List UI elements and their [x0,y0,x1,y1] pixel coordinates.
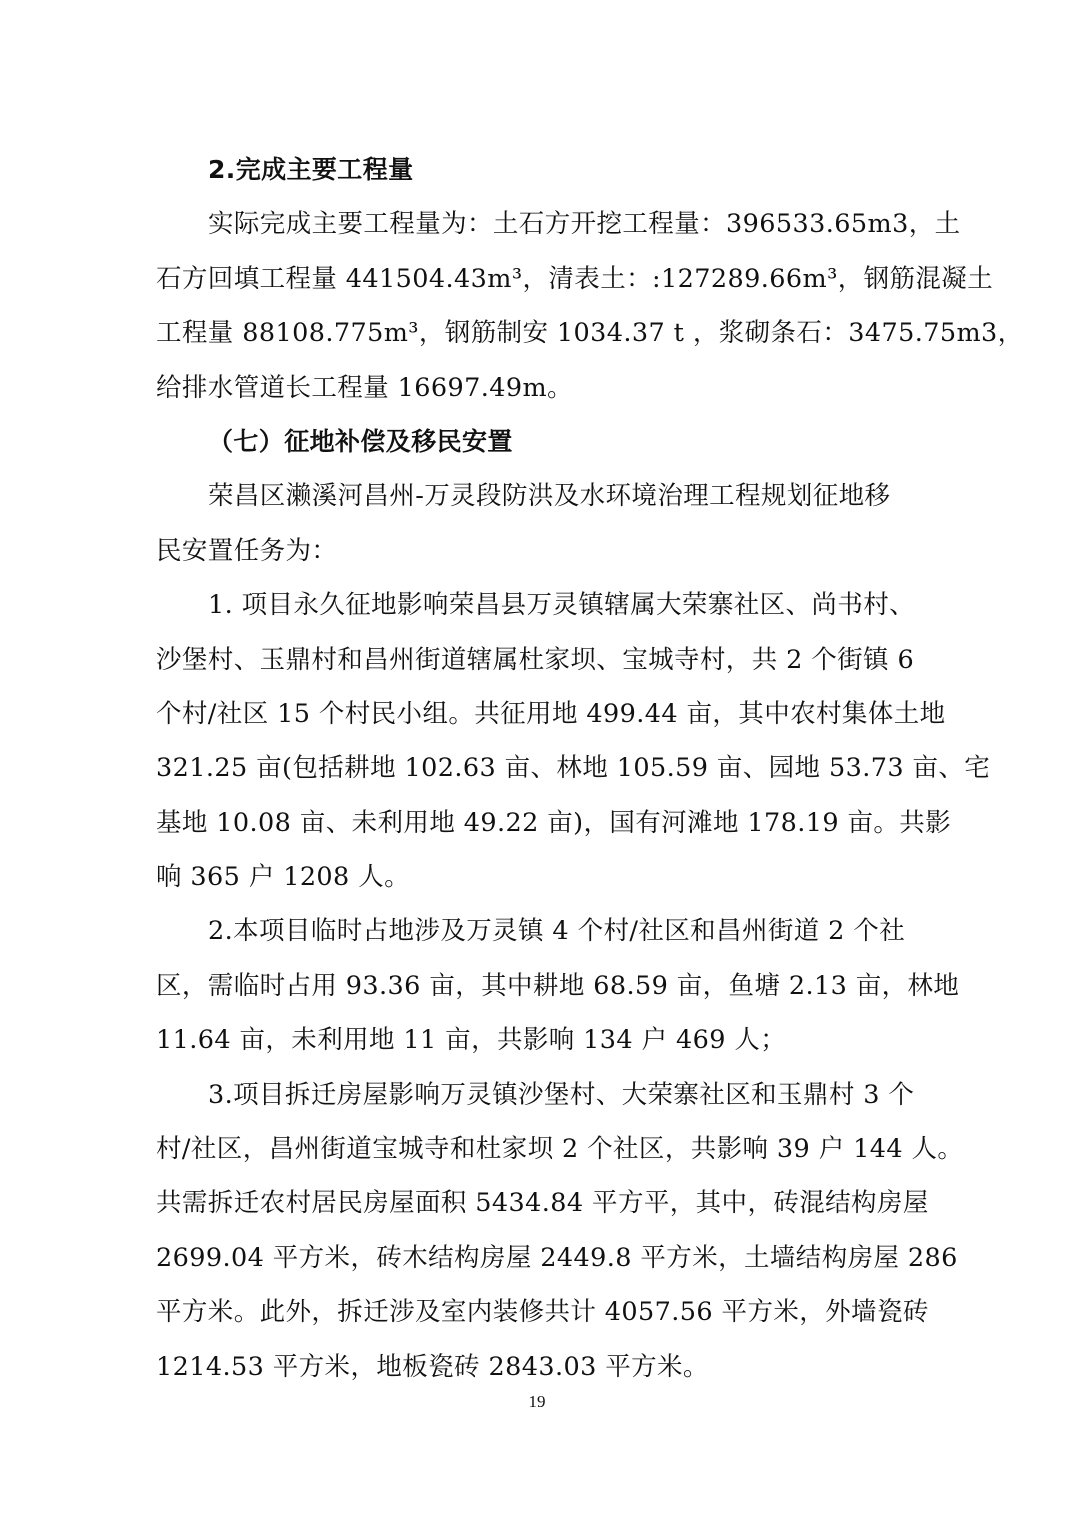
paragraph-line: 2.本项目临时占地涉及万灵镇 4 个村/社区和昌州街道 2 个社 [208,916,906,947]
paragraph-line: 个村/社区 15 个村民小组。共征用地 499.44 亩，其中农村集体土地 [156,698,946,729]
paragraph-line: 基地 10.08 亩、未利用地 49.22 亩)，国有河滩地 178.19 亩。共影 [156,807,952,838]
paragraph-line: 响 365 户 1208 人。 [156,862,410,893]
paragraph-line: 3.项目拆迁房屋影响万灵镇沙堡村、大荣寨社区和玉鼎村 3 个 [208,1079,915,1110]
paragraph-line: 荣昌区濑溪河昌州-万灵段防洪及水环境治理工程规划征地移 [208,481,891,512]
paragraph-line: 共需拆迁农村居民房屋面积 5434.84 平方平，其中，砖混结构房屋 [156,1188,929,1219]
document-body [156,143,1024,1394]
paragraph-line: 村/社区，昌州街道宝城寺和杜家坝 2 个社区，共影响 39 户 144 人。 [156,1134,964,1165]
paragraph-line: 1214.53 平方米，地板瓷砖 2843.03 平方米。 [156,1351,709,1382]
paragraph-line: 平方米。此外，拆迁涉及室内装修共计 4057.56 平方米，外墙瓷砖 [156,1297,929,1328]
section-heading-land-compensation: （七）征地补偿及移民安置 [208,426,513,456]
paragraph-line: 沙堡村、玉鼎村和昌州街道辖属杜家坝、宝城寺村，共 2 个街镇 6 [156,644,915,675]
paragraph-line: 给排水管道长工程量 16697.49m。 [156,372,573,403]
paragraph-line: 11.64 亩，未利用地 11 亩，共影响 134 户 469 人； [156,1025,787,1056]
section-heading-completed-quantities: 2.完成主要工程量 [208,155,414,184]
paragraph-line: 石方回填工程量 441504.43m³，清表土：:127289.66m³，钢筋混凝土 [156,263,994,294]
paragraph-line: 321.25 亩(包括耕地 102.63 亩、林地 105.59 亩、园地 53.73 亩、宅 [156,753,991,784]
paragraph-line: 2699.04 平方米，砖木结构房屋 2449.8 平方米，土墙结构房屋 286 [156,1242,958,1273]
paragraph-line: 1. 项目永久征地影响荣昌县万灵镇辖属大荣寨社区、尚书村、 [208,590,916,621]
paragraph-line: 工程量 88108.775m³，钢筋制安 1034.37 t ，浆砌条石：3475.75m3， [156,318,1024,349]
paragraph-line: 实际完成主要工程量为：土石方开挖工程量：396533.65m3，土 [208,209,961,240]
paragraph-line: 民安置任务为： [156,535,338,566]
page-number: 19 [528,1392,546,1411]
paragraph-line: 区，需临时占用 93.36 亩，其中耕地 68.59 亩，鱼塘 2.13 亩，林地 [156,970,960,1001]
